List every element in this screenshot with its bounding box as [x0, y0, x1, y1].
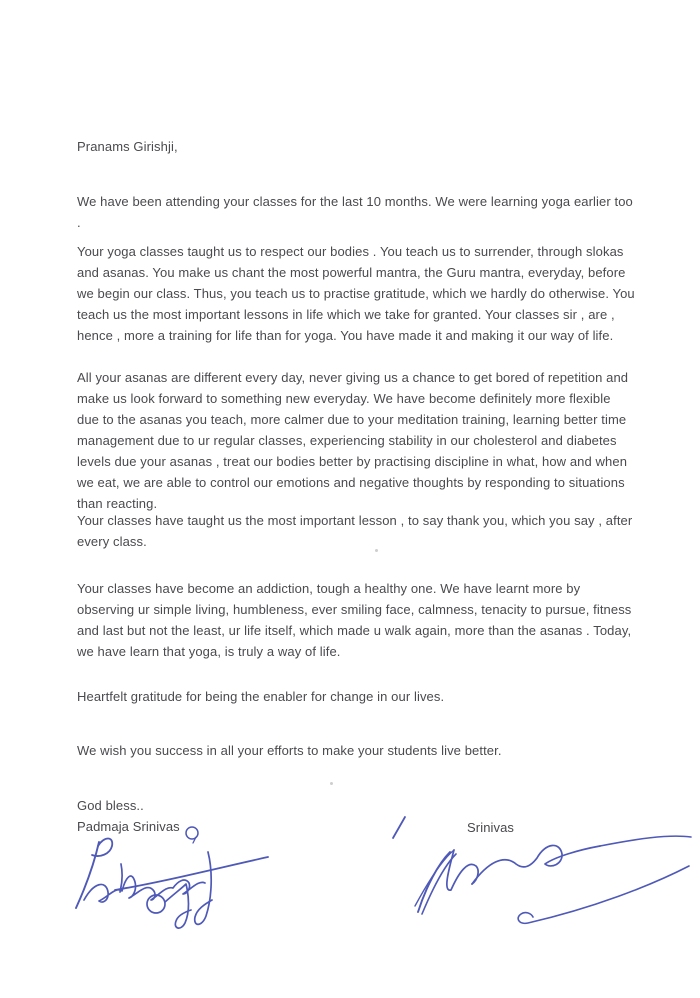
- srinivas-signature-strokes: [388, 810, 700, 935]
- paragraph-asanas: All your asanas are different every day, never giving us a chance to get bored of repetition and make us look forward to something new everyday. We have become definitely more flexible due to the asanas you teach, more calmer due to your meditation training, learning better time management due to ur regular classes, experiencing stability in our cholesterol and diabetes levels due your asanas , treat our bodies better by practising discipline in what, how and when we eat, we are able to control our emotions and negative thoughts by responding to situations than reacting.: [77, 370, 629, 511]
- paragraph-intro: We have been attending your classes for the last 10 months. We were learning yoga earlier too .: [77, 194, 633, 230]
- padmaja-signature-strokes: [68, 824, 283, 936]
- pen-slash-stroke: [393, 817, 405, 838]
- signatory-name-srinivas: Srinivas: [467, 820, 515, 835]
- paragraph-thank-you: Your classes have taught us the most important lesson , to say thank you, which you say , after every class.: [77, 513, 633, 549]
- scan-speck: [330, 782, 333, 785]
- scan-speck: [375, 549, 378, 552]
- salutation: Pranams Girishji,: [77, 139, 178, 154]
- padmaja-signature: [68, 824, 283, 941]
- paragraph-classes-taught: Your yoga classes taught us to respect our bodies . You teach us to surrender, through slokas and asanas. You make us chant the most powerful mantra, the Guru mantra, everyday, before we begin our class. Thus, you teach us to practise gratitude, which we hardly do otherwise. You teach us the most important lessons in life which we take for granted. Your classes sir , are , hence , more a training for life than for yoga. You have made it and making it our way of life.: [77, 244, 635, 343]
- paragraph-addiction: Your classes have become an addiction, tough a healthy one. We have learnt more by observing ur simple living, humbleness, ever smiling face, calmness, tenacity to pursue, fitness and last but not the least, ur life itself, which made u walk again, more than the asanas . Today, we have learn that yoga, is truly a way of life.: [77, 581, 632, 659]
- srinivas-signature: [388, 810, 700, 940]
- paragraph-gratitude: Heartfelt gratitude for being the enabler for change in our lives.: [77, 689, 445, 704]
- signatory-name-padmaja: Padmaja Srinivas: [77, 819, 180, 834]
- closing: God bless..: [77, 798, 144, 813]
- paragraph-wish-success: We wish you success in all your efforts to make your students live better.: [77, 743, 502, 758]
